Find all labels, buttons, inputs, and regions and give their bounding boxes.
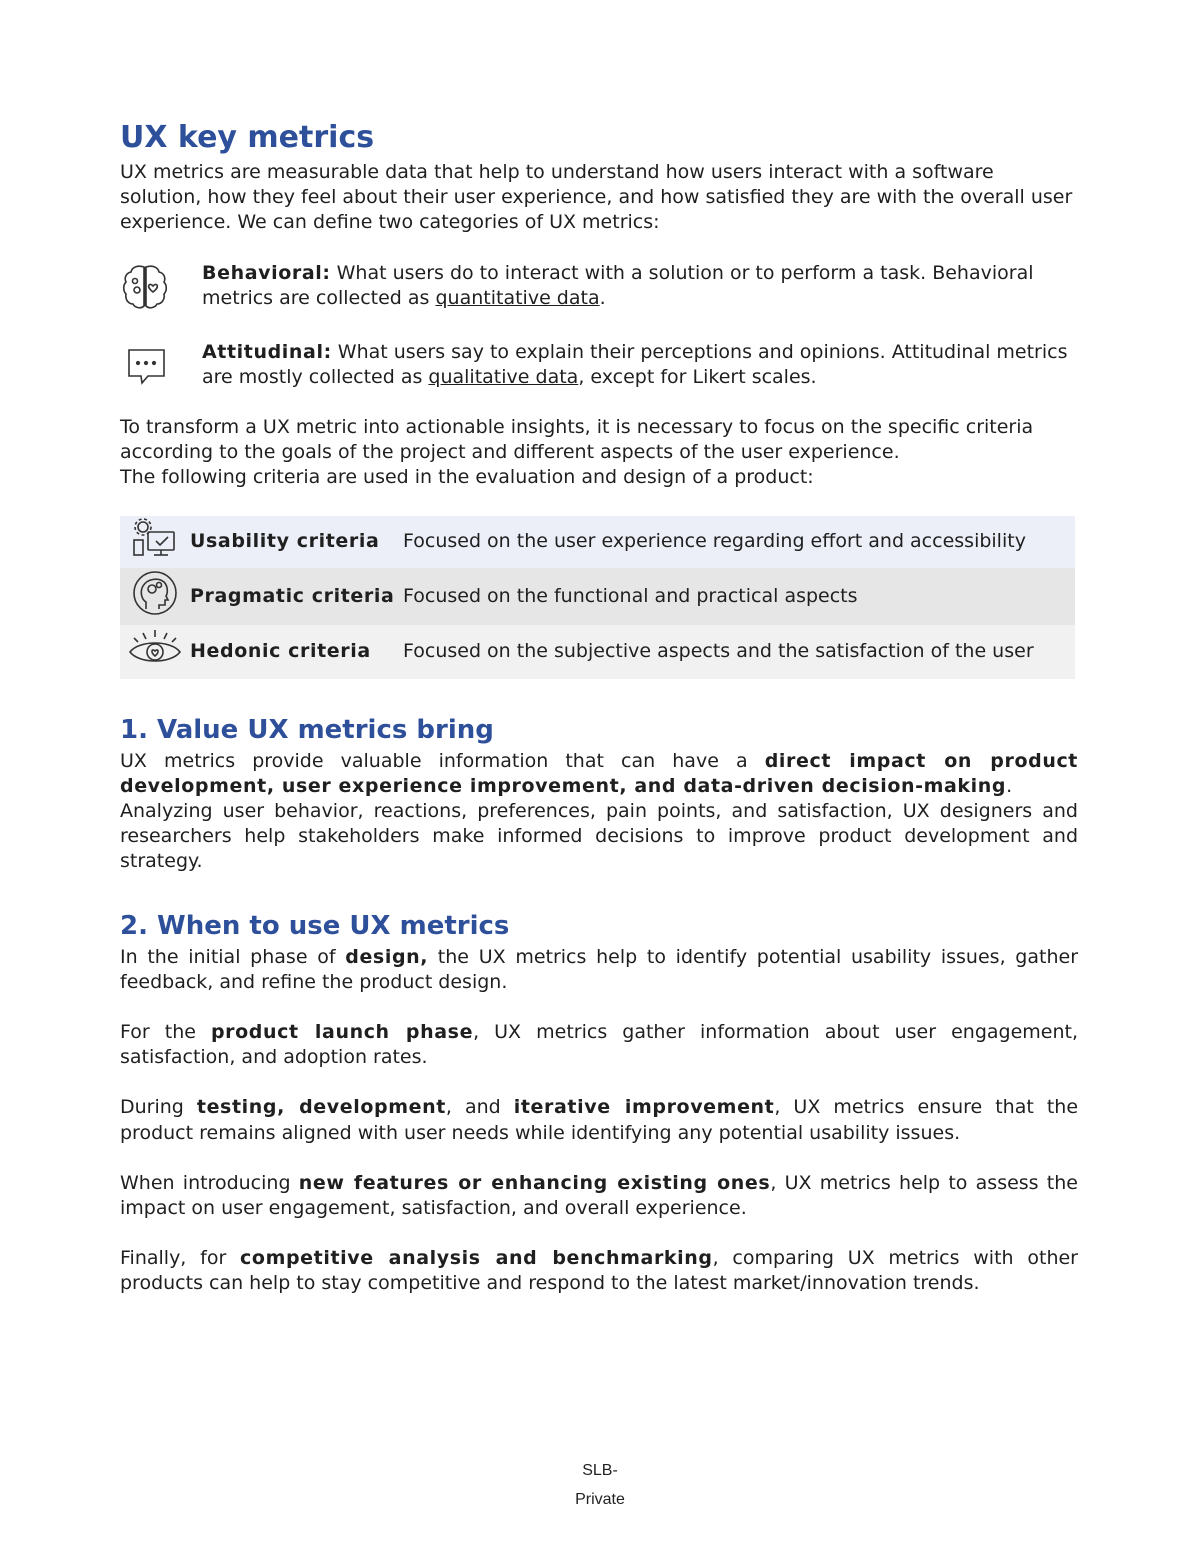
criteria-desc: Focused on the user experience regarding effort and accessibility [403, 530, 1026, 553]
section2-paragraph4: When introducing new features or enhancing existing ones, UX metrics help to assess the impact on user engagement, satisfaction, and overall experience. [120, 1171, 1078, 1220]
section1-paragraph1: UX metrics provide valuable information that can have a direct impact on product development, user experience improvement, and data-driven decision-making. [120, 749, 1078, 797]
section1-heading: 1. Value UX metrics bring [120, 714, 494, 745]
section2-paragraph3: During testing, development, and iterative improvement, UX metrics ensure that the product remains aligned with user needs while identifying any potential usability issues. [120, 1096, 1079, 1144]
criteria-table [120, 516, 1075, 679]
category-behavioral: Behavioral: What users do to interact with a solution or to perform a task. Behavioral metrics are collected as quantitative data. [120, 261, 1078, 315]
gear-computer-icon [120, 516, 190, 568]
criteria-desc: Focused on the subjective aspects and the satisfaction of the user [403, 640, 1034, 663]
section2-paragraph5: Finally, for competitive analysis and benchmarking, comparing UX metrics with other products can help to stay competitive and respond to the latest market/innovation trends. [120, 1247, 1078, 1295]
page-title: UX key metrics [120, 120, 375, 155]
document-body [120, 118, 1078, 1297]
chat-bubble-icon [120, 340, 202, 390]
criteria-intro: The following criteria are used in the evaluation and design of a product: [120, 466, 814, 489]
criteria-desc: Focused on the functional and practical aspects [403, 584, 858, 607]
criteria-name: Pragmatic criteria [190, 584, 395, 607]
criteria-name: Usability criteria [190, 530, 380, 553]
footer-classification-line1: SLB- [582, 1462, 618, 1479]
eye-heart-icon [120, 625, 190, 679]
category-label: Behavioral: [202, 261, 331, 284]
brain-icon [120, 261, 202, 315]
table-row [120, 568, 1075, 625]
footer-classification-line2: Private [575, 1491, 625, 1508]
intro-paragraph: UX metrics are measurable data that help to understand how users interact with a software solution, how they feel about their user experience, and how satisfied they are with the overall user experience. We can define two categories of UX metrics: [120, 161, 1073, 234]
qualitative-data-link: qualitative data [428, 365, 579, 388]
section1-paragraph2: Analyzing user behavior, reactions, preferences, pain points, and satisfaction, UX designers and researchers help stakeholders make informed decisions to improve product development and strategy. [120, 800, 1078, 873]
head-gears-icon [120, 568, 190, 625]
quantitative-data-link: quantitative data [435, 286, 600, 309]
table-row [120, 516, 1075, 568]
category-attitudinal: Attitudinal: What users say to explain their perceptions and opinions. Attitudinal metrics are mostly collected as qualitative data, except for Likert scales. [120, 340, 1078, 390]
transform-paragraph: To transform a UX metric into actionable insights, it is necessary to focus on the specific criteria according to the goals of the project and different aspects of the user experience. [120, 416, 1034, 464]
criteria-name: Hedonic criteria [190, 640, 371, 663]
category-label: Attitudinal: [202, 340, 332, 363]
table-row [120, 625, 1075, 679]
section2-paragraph1: In the initial phase of design, the UX metrics help to identify potential usability issues, gather feedback, and refine the product design. [120, 945, 1079, 993]
section2-heading: 2. When to use UX metrics [120, 910, 510, 941]
section2-paragraph2: For the product launch phase, UX metrics gather information about user engagement, satisfaction, and adoption rates. [120, 1021, 1079, 1069]
